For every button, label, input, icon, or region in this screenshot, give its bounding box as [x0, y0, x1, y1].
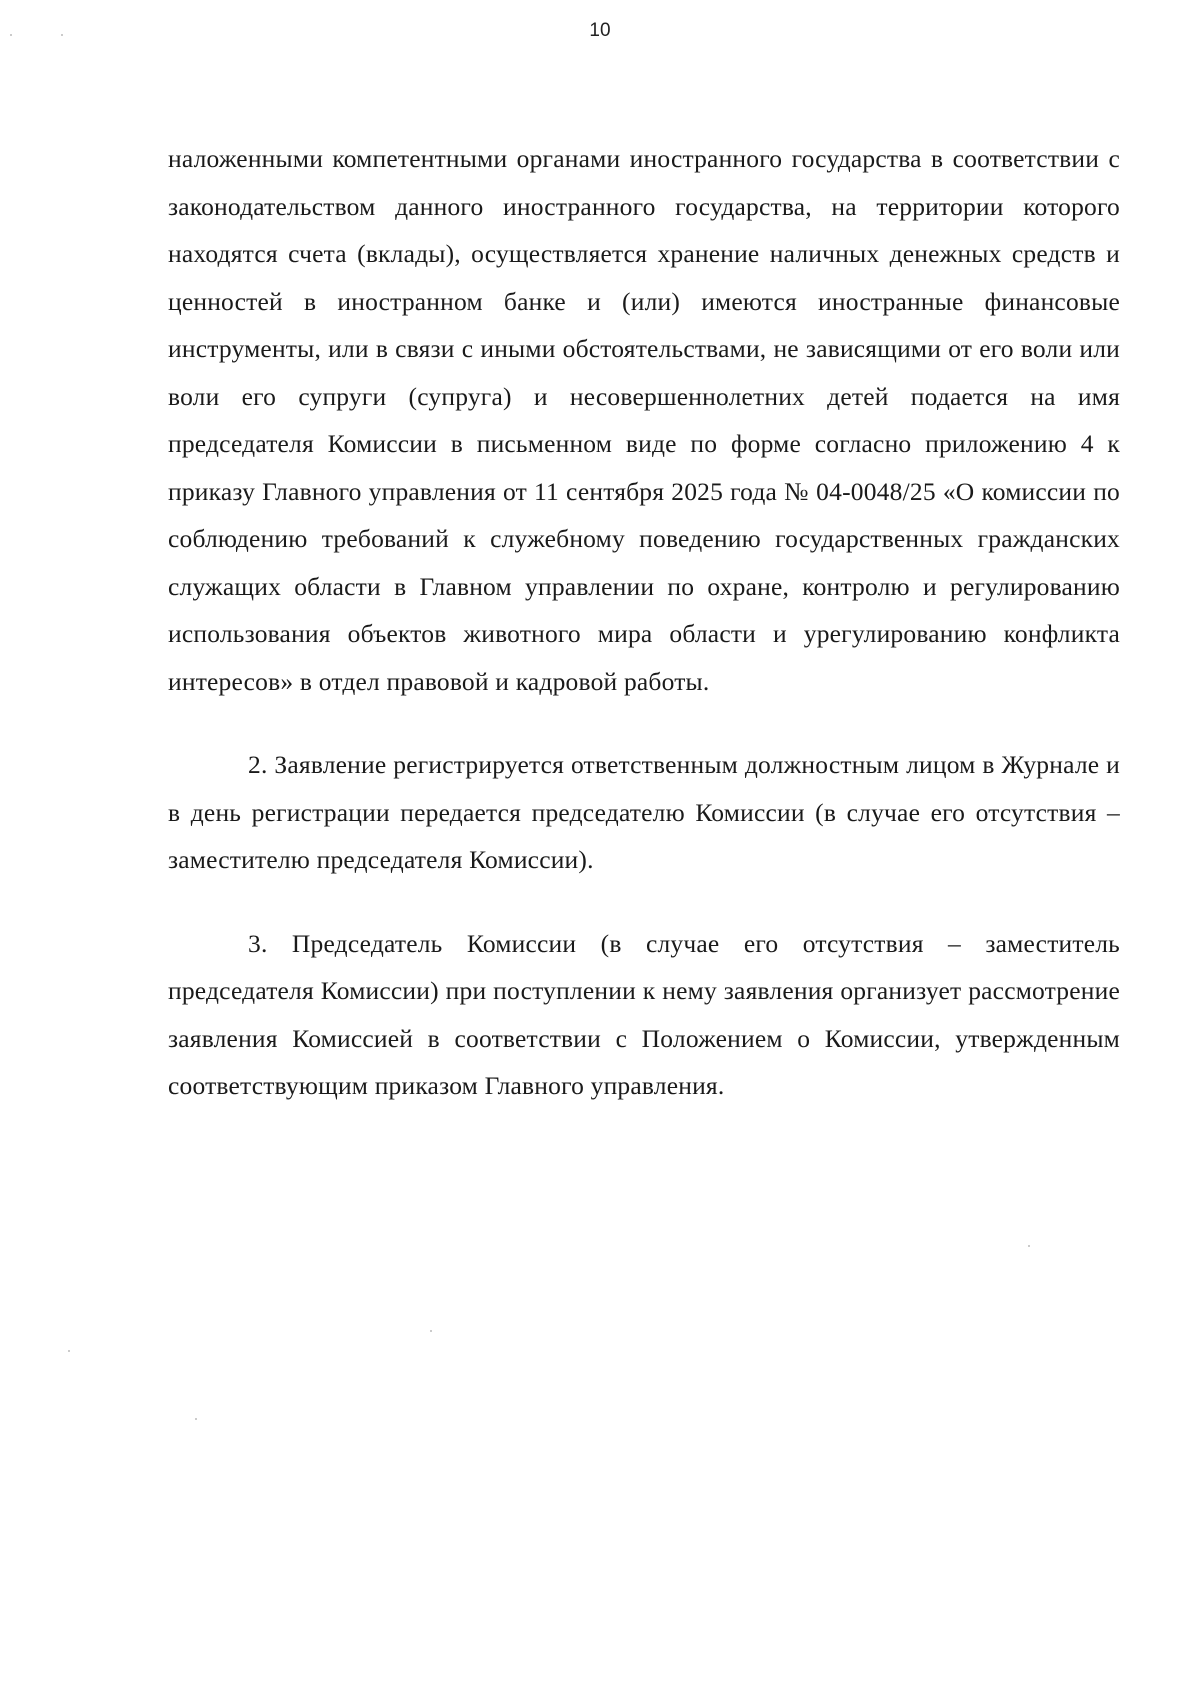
- scan-speck: [430, 1330, 432, 1332]
- page-number: 10: [589, 20, 611, 41]
- paragraph-item-3: 3. Председатель Комиссии (в случае его отсутствия – заместитель председателя Комиссии) при поступлении к нему заявления организует рассмотрение заявления Комиссией в соответствии с Положением о Комиссии, утвержденным соответствующим приказом Главного управления.: [168, 928, 1120, 1100]
- scan-speck: [61, 34, 63, 36]
- scan-speck: [10, 34, 12, 36]
- scan-speck: [1028, 1245, 1030, 1247]
- scan-speck: [195, 1418, 197, 1420]
- paragraph-item-2: 2. Заявление регистрируется ответственным должностным лицом в Журнале и в день регистрации передается председателю Комиссии (в случае его отсутствия – заместителю председателя Комиссии).: [168, 750, 1120, 874]
- paragraph-gap: [168, 705, 1120, 741]
- paragraph-gap: [168, 884, 1120, 920]
- scan-speck: [68, 1350, 70, 1352]
- document-body: [168, 135, 1120, 1110]
- paragraph-continuation: наложенными компетентными органами иностранного государства в соответствии с законодательством данного иностранного государства, на территории которого находятся счета (вклады), осуществляется хранение наличных денежных средств и ценностей в иностранном банке и (или) имеются иностранные финансовые инструменты, или в связи с иными обстоятельствами, не зависящими от его воли или воли его супруги (супруга) и несовершеннолетних детей подается на имя председателя Комиссии в письменном виде по форме согласно приложению 4 к приказу Главного управления от 11 сентября 2025 года № 04-0048/25 «О комиссии по соблюдению требований к служебному поведению государственных гражданских служащих области в Главном управлении по охране, контролю и регулированию использования объектов животного мира области и урегулированию конфликта интересов» в отдел правовой и кадровой работы.: [168, 144, 1120, 696]
